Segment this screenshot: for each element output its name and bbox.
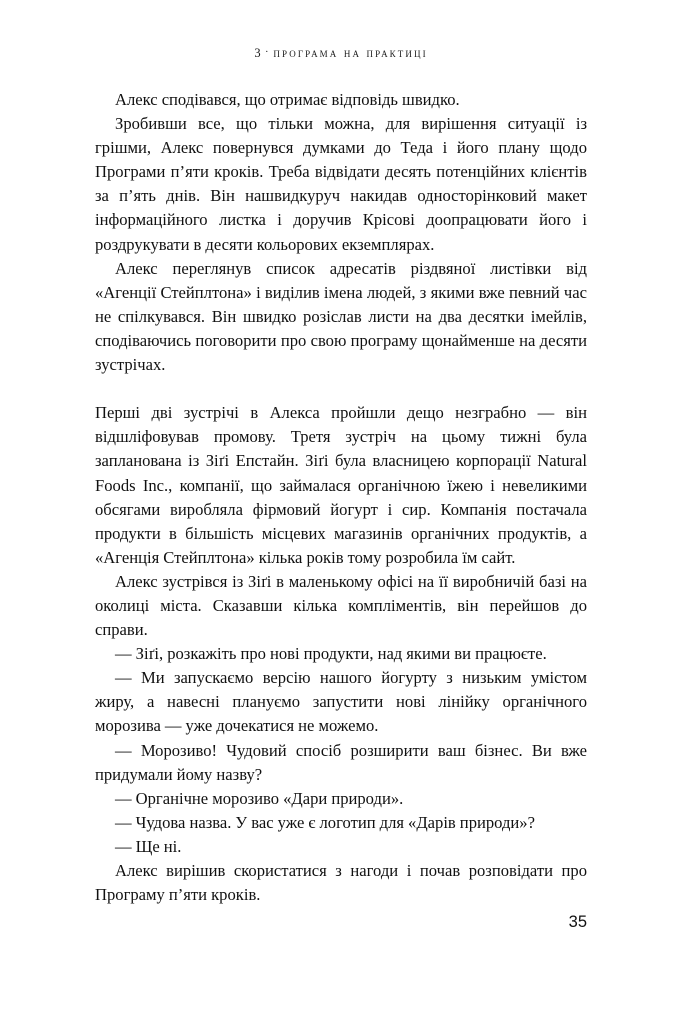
paragraph: Перші дві зустрічі в Алекса пройшли дещо незграбно — він відшліфовував промову. Третя зустріч на цьому тижні була запланована із Зіґі Епстайн. Зіґі була власницею корпорації Natural Foods Inc., компанії, що займалася органічною їжею і невеликими обсягами виробляла фірмовий йогурт і сир. Компанія постачала продукти в більшість місцевих магазинів органічних продуктів, а «Агенція Стейплтона» кілька років тому розробила їм сайт. (95, 403, 587, 567)
running-head-separator: · (265, 47, 269, 58)
paragraph: Зробивши все, що тільки можна, для вирішення ситуації із грішми, Алекс повернувся думками до Теда і його плану щодо Програми п’яти кроків. Треба відвідати десять потенційних клієнтів за п’ять днів. Він нашвидкуруч накидав односторінковий макет інформаційного листка і доручив Крісові доопрацювати його і роздрукувати в десяти кольорових екземплярах. (95, 114, 587, 254)
paragraph: — Чудова назва. У вас уже є логотип для «Дарів природи»? (115, 812, 535, 832)
running-head-title: програма на практиці (273, 45, 428, 60)
paragraph: Алекс вирішив скористатися з нагоди і почав розповідати про Програму п’яти кроків. (95, 861, 587, 905)
body-text-block (95, 88, 587, 907)
page-number: 35 (568, 913, 587, 931)
paragraph: — Органічне морозиво «Дари природи». (115, 788, 404, 808)
paragraph: Алекс зустрівся із Зіґі в маленькому офісі на її виробничій базі на околиці міста. Сказавши кілька компліментів, він перейшов до справи. (95, 571, 587, 640)
paragraph: Алекс переглянув список адресатів різдвяної листівки від «Агенції Стейплтона» і виділив імена людей, з якими вже певний час не спілкувався. Він швидко розіслав листи на два десятки імейлів, сподіваючись поговорити про свою програму щонайменше на десяти зустрічах. (95, 258, 587, 375)
running-head (95, 46, 587, 61)
running-head-chapter-number: 3 (254, 46, 262, 60)
paragraph: — Морозиво! Чудовий спосіб розширити ваш бізнес. Ви вже придумали йому назву? (95, 740, 587, 784)
paragraph: — Ми запускаємо версію нашого йогурту з низьким умістом жиру, а навесні плануємо запустити нові лінійку органічного морозива — уже дочекатися не можемо. (95, 668, 587, 736)
paragraph: — Ще ні. (115, 836, 182, 856)
paragraph: Алекс сподівався, що отримає відповідь швидко. (115, 90, 460, 109)
paragraph: — Зіґі, розкажіть про нові продукти, над якими ви працюєте. (115, 644, 547, 664)
